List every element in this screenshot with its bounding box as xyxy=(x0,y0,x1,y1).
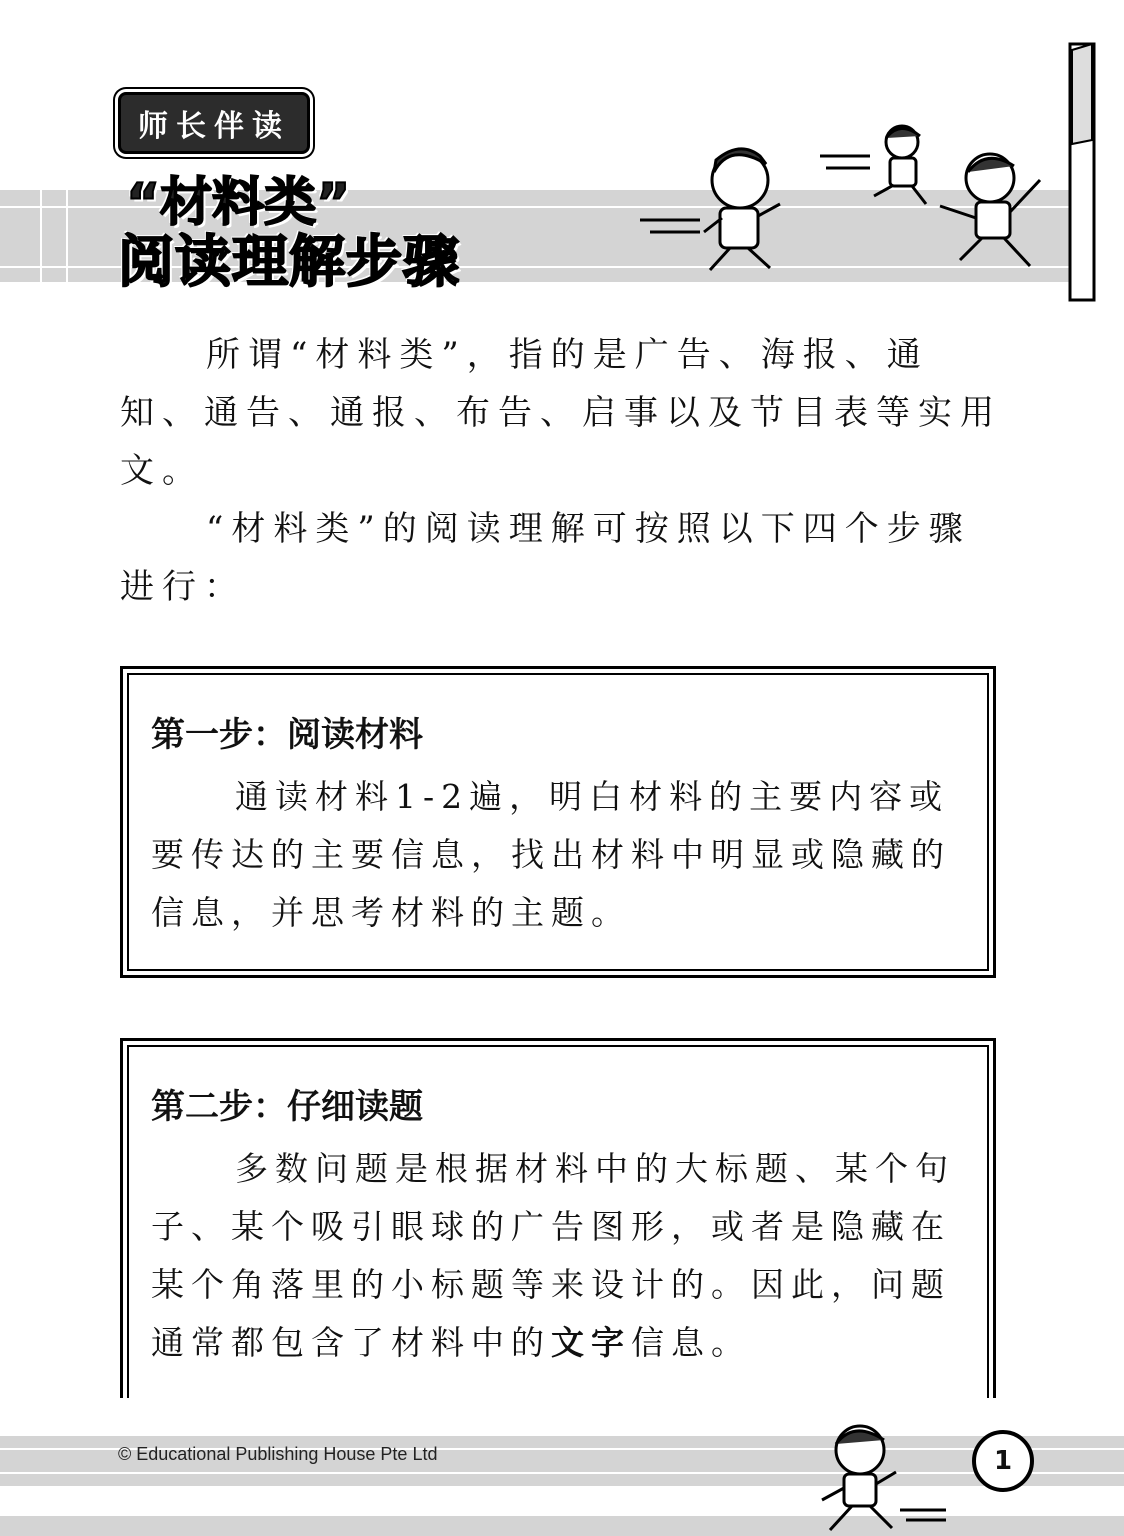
step-1-title: 第一步：阅读材料 xyxy=(151,715,423,755)
step-2-body-post: 信息。 xyxy=(631,1323,751,1362)
step-2-title: 第二步：仔细读题 xyxy=(151,1087,423,1127)
header-band-divider xyxy=(66,190,68,282)
page-title-line2: 阅读理解步骤 xyxy=(118,230,460,295)
step-1-box xyxy=(120,666,996,978)
header-band-divider xyxy=(40,190,42,282)
section-badge xyxy=(118,92,310,154)
page-title-line1: “材料类” xyxy=(126,173,351,233)
footer-band-line xyxy=(0,1472,1124,1474)
step-1-body: 通读材料1-2遍，明白材料的主要内容或要传达的主要信息，找出材料中明显或隐藏的信息，并思考材料的主题。 xyxy=(151,777,951,932)
intro-paragraph-2: “材料类”的阅读理解可按照以下四个步骤进行： xyxy=(120,509,971,607)
intro-paragraph-1: 所谓“材料类”，指的是广告、海报、通知、通告、通报、布告、启事以及节目表等实用文。 xyxy=(120,335,1002,491)
footer-running-boy-illustration xyxy=(800,1418,950,1536)
footer-band-lower xyxy=(0,1516,1124,1536)
finish-flag-illustration xyxy=(1060,40,1100,302)
step-2-body-bold: 文字 xyxy=(551,1323,631,1362)
step-2-body-pre: 多数问题是根据材料中的大标题、某个句子、某个吸引眼球的广告图形，或者是隐藏在某个角落里的小标题等来设计的。因此，问题通常都包含了材料中的 xyxy=(151,1149,955,1362)
page-number: 1 xyxy=(972,1430,1034,1492)
step-2-body xyxy=(151,1140,967,1372)
running-boy-illustration xyxy=(630,120,1050,290)
badge-label: 师长伴读 xyxy=(138,109,290,144)
copyright-text: © Educational Publishing House Pte Ltd xyxy=(118,1444,438,1464)
step-2-box xyxy=(120,1038,996,1398)
